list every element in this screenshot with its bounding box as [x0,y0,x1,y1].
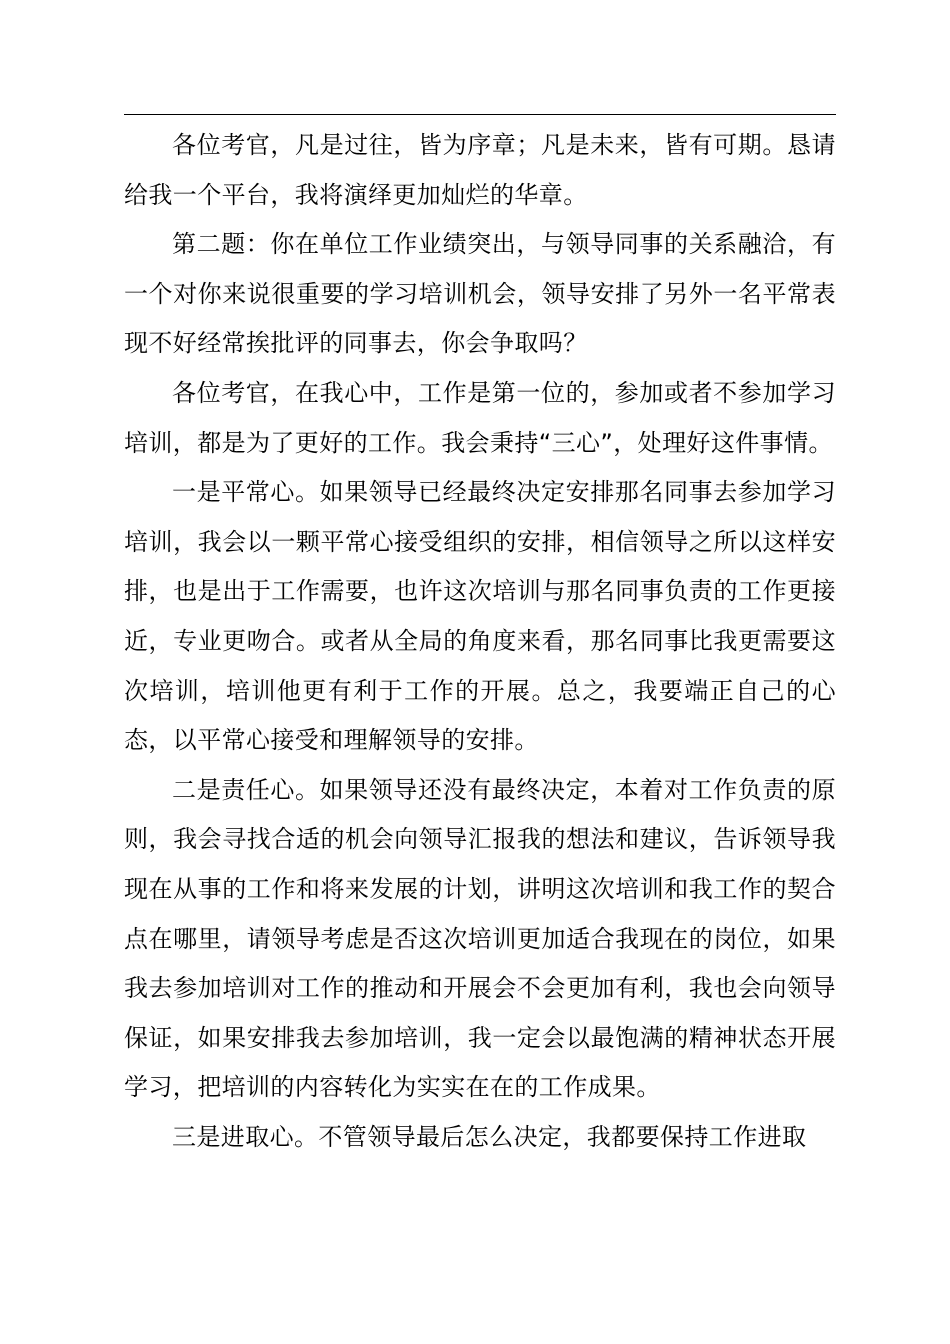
paragraph-answer-intro: 各位考官，在我心中，工作是第一位的，参加或者不参加学习培训，都是为了更好的工作。我会秉持“三心”，处理好这件事情。 [124,378,836,457]
paragraph-closing-remarks: 各位考官，凡是过往，皆为序章；凡是未来，皆有可期。恳请给我一个平台，我将演绎更加灿烂的华章。 [124,131,836,209]
header-rule [124,114,836,115]
paragraph-point-three: 三是进取心。不管领导最后怎么决定，我都要保持工作进取 [172,1122,807,1151]
paragraph-point-one: 一是平常心。如果领导已经最终决定安排那名同事去参加学习培训，我会以一颗平常心接受组织的安排，相信领导之所以这样安排，也是出于工作需要，也许这次培训与那名同事负责的工作更接近，专业更吻合。或者从全局的角度来看，那名同事比我更需要这次培训，培训他更有利于工作的开展。总之，我要端正自己的心态，以平常心接受和理解领导的安排。 [124,478,836,755]
paragraph-point-two: 二是责任心。如果领导还没有最终决定，本着对工作负责的原则，我会寻找合适的机会向领导汇报我的想法和建议，告诉领导我现在从事的工作和将来发展的计划，讲明这次培训和我工作的契合点在哪里，请领导考虑是否这次培训更加适合我现在的岗位，如果我去参加培训对工作的推动和开展会不会更加有利，我也会向领导保证，如果安排我去参加培训，我一定会以最饱满的精神状态开展学习，把培训的内容转化为实实在在的工作成果。 [124,775,836,1102]
paragraph-question-two: 第二题：你在单位工作业绩突出，与领导同事的关系融洽，有一个对你来说很重要的学习培训机会，领导安排了另外一名平常表现不好经常挨批评的同事去，你会争取吗？ [124,230,836,358]
body-text [124,121,836,1162]
